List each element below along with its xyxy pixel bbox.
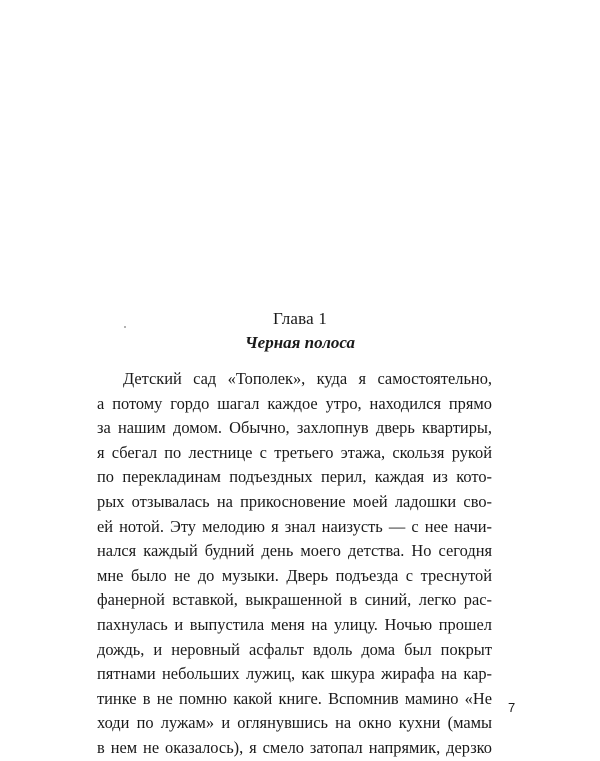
text-line: пахнулась и выпустила меня на улицу. Ночью прошел [97,614,492,634]
text-line: дождь, и неровный асфальт вдоль дома был покрыт [97,639,492,659]
chapter-number: Глава 1 [272,309,328,328]
text-line: ходи по лужам» и оглянувшись на окно кухни (мамы [97,713,492,733]
text-line: ей нотой. Эту мелодию я знал наизусть — с нее начи- [97,516,492,536]
text-line: по перекладинам подъездных перил, каждая из кото- [97,467,492,487]
text-line: тинке в не помню какой книге. Вспомнив мамино «Не [97,688,492,708]
text-line: пятнами небольших лужиц, как шкура жирафа на кар- [97,664,492,684]
text-line: за нашим домом. Обычно, захлопнув дверь квартиры, [97,418,492,438]
page-number: 7 [508,700,516,715]
text-line: Детский сад «Тополек», куда я самостоятельно, [123,369,492,388]
text-line: в нем не оказалось), я смело затопал напрямик, дерзко [97,737,492,757]
text-line: рых отзывалась на прикосновение моей ладошки сво- [97,491,492,511]
text-line: мне было не до музыки. Дверь подъезда с треснутой [97,565,492,585]
text-line: я сбегал по лестнице с третьего этажа, скользя рукой [97,442,492,462]
chapter-title: Черная полоса [244,333,356,352]
text-line: а потому гордо шагал каждое утро, находился прямо [97,393,492,413]
text-line: нался каждый будний день моего детства. Но сегодня [97,541,492,561]
body-paragraph [97,367,492,761]
text-line: фанерной вставкой, выкрашенной в синий, легко рас- [97,590,492,610]
